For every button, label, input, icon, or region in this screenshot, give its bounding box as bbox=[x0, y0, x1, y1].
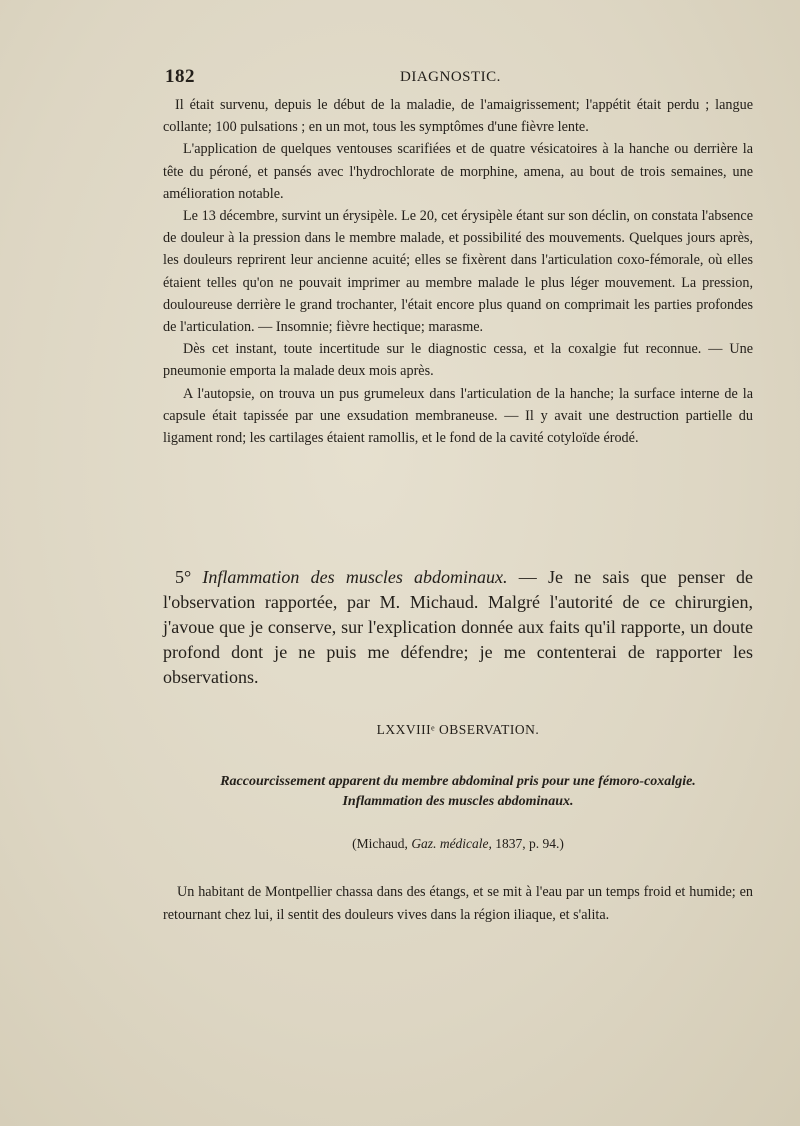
section-block bbox=[163, 565, 753, 690]
case-text-block bbox=[163, 94, 753, 449]
section-title: Inflammation des muscles abdominaux. bbox=[202, 567, 508, 587]
observation-heading: LXXVIIIᵉ OBSERVATION. bbox=[376, 722, 540, 737]
case-paragraph-2: L'application de quelques ventouses scarifiées et de quatre vésicatoires à la hanche ou derrière la tête du péroné, et pansés avec l'hydrochlorate de morphine, amena, au bout de trois semaines, une amélioration notable. bbox=[163, 141, 753, 202]
case-paragraph-3: Le 13 décembre, survint un érysipèle. Le 20, cet érysipèle étant sur son déclin, on constata l'absence de douleur à la pression dans le membre malade, et possibilité des mouvements. Quelques jours après, les douleurs reprirent leur ancienne acuité; elles se fixèrent dans l'articulation coxo-fémorale, où elles étaient telles qu'on ne pouvait imprimer au membre malade le plus léger mouvement. La pression, douloureuse derrière le grand trochanter, l'était encore plus quand on comprimait les parties profondes de l'articulation. — Insomnie; fièvre hectique; marasme. bbox=[163, 208, 753, 336]
observation-text-block bbox=[163, 881, 753, 927]
observation-source bbox=[163, 836, 753, 852]
observation-paragraph: Un habitant de Montpellier chassa dans des étangs, et se mit à l'eau par un temps froid et humide; en retournant chez lui, il sentit des douleurs vives dans la région iliaque, et s'alita. bbox=[163, 884, 753, 923]
observation-subtitle-line-2: Inflammation des muscles abdominaux. bbox=[342, 794, 574, 809]
section-text: — Je ne sais que penser de l'observation rapportée, par M. Michaud. Malgré l'autorité de ce chirurgien, j'avoue que je conserve, sur l'explication donnée aux faits qu'il rapporte, un doute profond dont je ne puis me défendre; je me contenterai de rapporter les observations. bbox=[163, 567, 754, 687]
source-author: (Michaud, bbox=[352, 836, 408, 851]
observation-subtitle-line-1: Raccourcissement apparent du membre abdominal pris pour une fémoro-coxalgie. bbox=[220, 774, 696, 789]
section-number: 5° bbox=[175, 567, 192, 587]
page-header bbox=[165, 66, 585, 90]
case-paragraph-5: A l'autopsie, on trouva un pus grumeleux dans l'articulation de la hanche; la surface interne de la capsule était tapissée par une exsudation membraneuse. — Il y avait une destruction partielle du ligament rond; les cartilages étaient ramollis, et le fond de la cavité cotyloïde érodé. bbox=[163, 385, 753, 447]
page-number: 182 bbox=[165, 66, 195, 87]
case-paragraph-1: Il était survenu, depuis le début de la maladie, de l'amaigrissement; l'appétit était perdu ; langue collante; 100 pulsations ; en un mot, tous les symptômes d'une fièvre lente. bbox=[163, 97, 753, 136]
section-paragraph bbox=[163, 565, 753, 690]
running-title: DIAGNOSTIC. bbox=[400, 69, 501, 85]
observation-subtitle bbox=[163, 772, 753, 812]
source-reference: 1837, p. 94.) bbox=[495, 836, 564, 851]
source-journal: Gaz. médicale, bbox=[411, 836, 492, 851]
case-paragraph-4: Dès cet instant, toute incertitude sur le diagnostic cessa, et la coxalgie fut reconnue. — Une pneumonie emporta la malade deux mois après. bbox=[163, 341, 753, 380]
